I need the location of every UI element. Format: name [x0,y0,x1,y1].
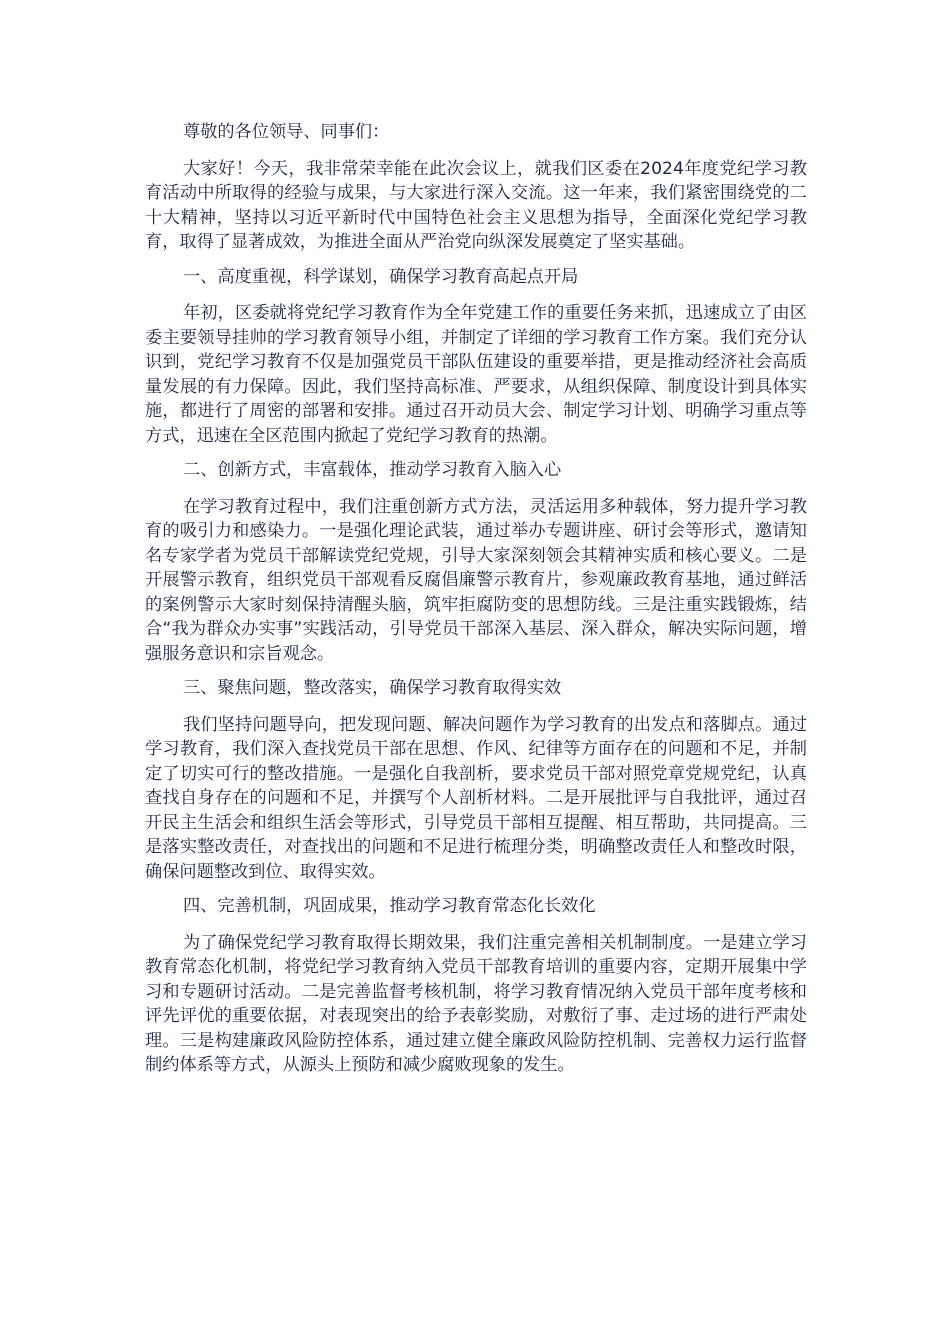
section-heading-2: 二、创新方式，丰富载体，推动学习教育入脑入心 [183,460,562,480]
section-heading-1: 一、高度重视，科学谋划，确保学习教育高起点开局 [183,266,579,287]
salutation: 尊敬的各位领导、同事们： [183,122,390,142]
section-heading-4: 四、完善机制，巩固成果，推动学习教育常态化长效化 [183,896,596,916]
intro-paragraph: 大家好！今天，我非常荣幸能在此次会议上，就我们区委在2024年度党纪学习教育活动中所取得的经验与成果，与大家进行深入交流。这一年来，我们紧密围绕党的二十大精神，坚持以习近平新时代中国特色社会主义思想为指导，全面深化党纪学习教育，取得了显著成效，为推进全面从严治党向纵深发展奠定了坚实基础。 [145,158,807,252]
section-body-1: 年初，区委就将党纪学习教育作为全年党建工作的重要任务来抓，迅速成立了由区委主要领导挂帅的学习教育领导小组，并制定了详细的学习教育工作方案。我们充分认识到，党纪学习教育不仅是加强党员干部队伍建设的重要举措，更是推动经济社会高质量发展的有力保障。因此，我们坚持高标准、严要求，从组织保障、制度设计到具体实施，都进行了周密的部署和安排。通过召开动员大会、制定学习计划、明确学习重点等方式，迅速在全区范围内掀起了党纪学习教育的热潮。 [145,303,807,446]
document-body [145,120,807,1088]
section-body-3: 我们坚持问题导向，把发现问题、解决问题作为学习教育的出发点和落脚点。通过学习教育，我们深入查找党员干部在思想、作风、纪律等方面存在的问题和不足，并制定了切实可行的整改措施。一是强化自我剖析，要求党员干部对照党章党规党纪，认真查找自身存在的问题和不足，并撰写个人剖析材料。二是开展批评与自我批评，通过召开民主生活会和组织生活会等形式，引导党员干部相互提醒、相互帮助，共同提高。三是落实整改责任，对查找出的问题和不足进行梳理分类，明确整改责任人和整改时限，确保问题整改到位、取得实效。 [145,714,807,882]
section-heading-3: 三、聚焦问题，整改落实，确保学习教育取得实效 [183,678,562,698]
section-body-2: 在学习教育过程中，我们注重创新方式方法，灵活运用多种载体，努力提升学习教育的吸引力和感染力。一是强化理论武装，通过举办专题讲座、研讨会等形式，邀请知名专家学者为党员干部解读党纪党规，引导大家深刻领会其精神实质和核心要义。二是开展警示教育，组织党员干部观看反腐倡廉警示教育片，参观廉政教育基地，通过鲜活的案例警示大家时刻保持清醒头脑，筑牢拒腐防变的思想防线。三是注重实践锻炼，结合“我为群众办实事”实践活动，引导党员干部深入基层、深入群众，解决实际问题，增强服务意识和宗旨观念。 [145,496,807,664]
section-body-4: 为了确保党纪学习教育取得长期效果，我们注重完善相关机制制度。一是建立学习教育常态化机制，将党纪学习教育纳入党员干部教育培训的重要内容，定期开展集中学习和专题研讨活动。二是完善监督考核机制，将学习教育情况纳入党员干部年度考核和评先评优的重要依据，对表现突出的给予表彰奖励，对敷衍了事、走过场的进行严肃处理。三是构建廉政风险防控体系，通过建立健全廉政风险防控机制、完善权力运行监督制约体系等方式，从源头上预防和减少腐败现象的发生。 [145,932,807,1075]
